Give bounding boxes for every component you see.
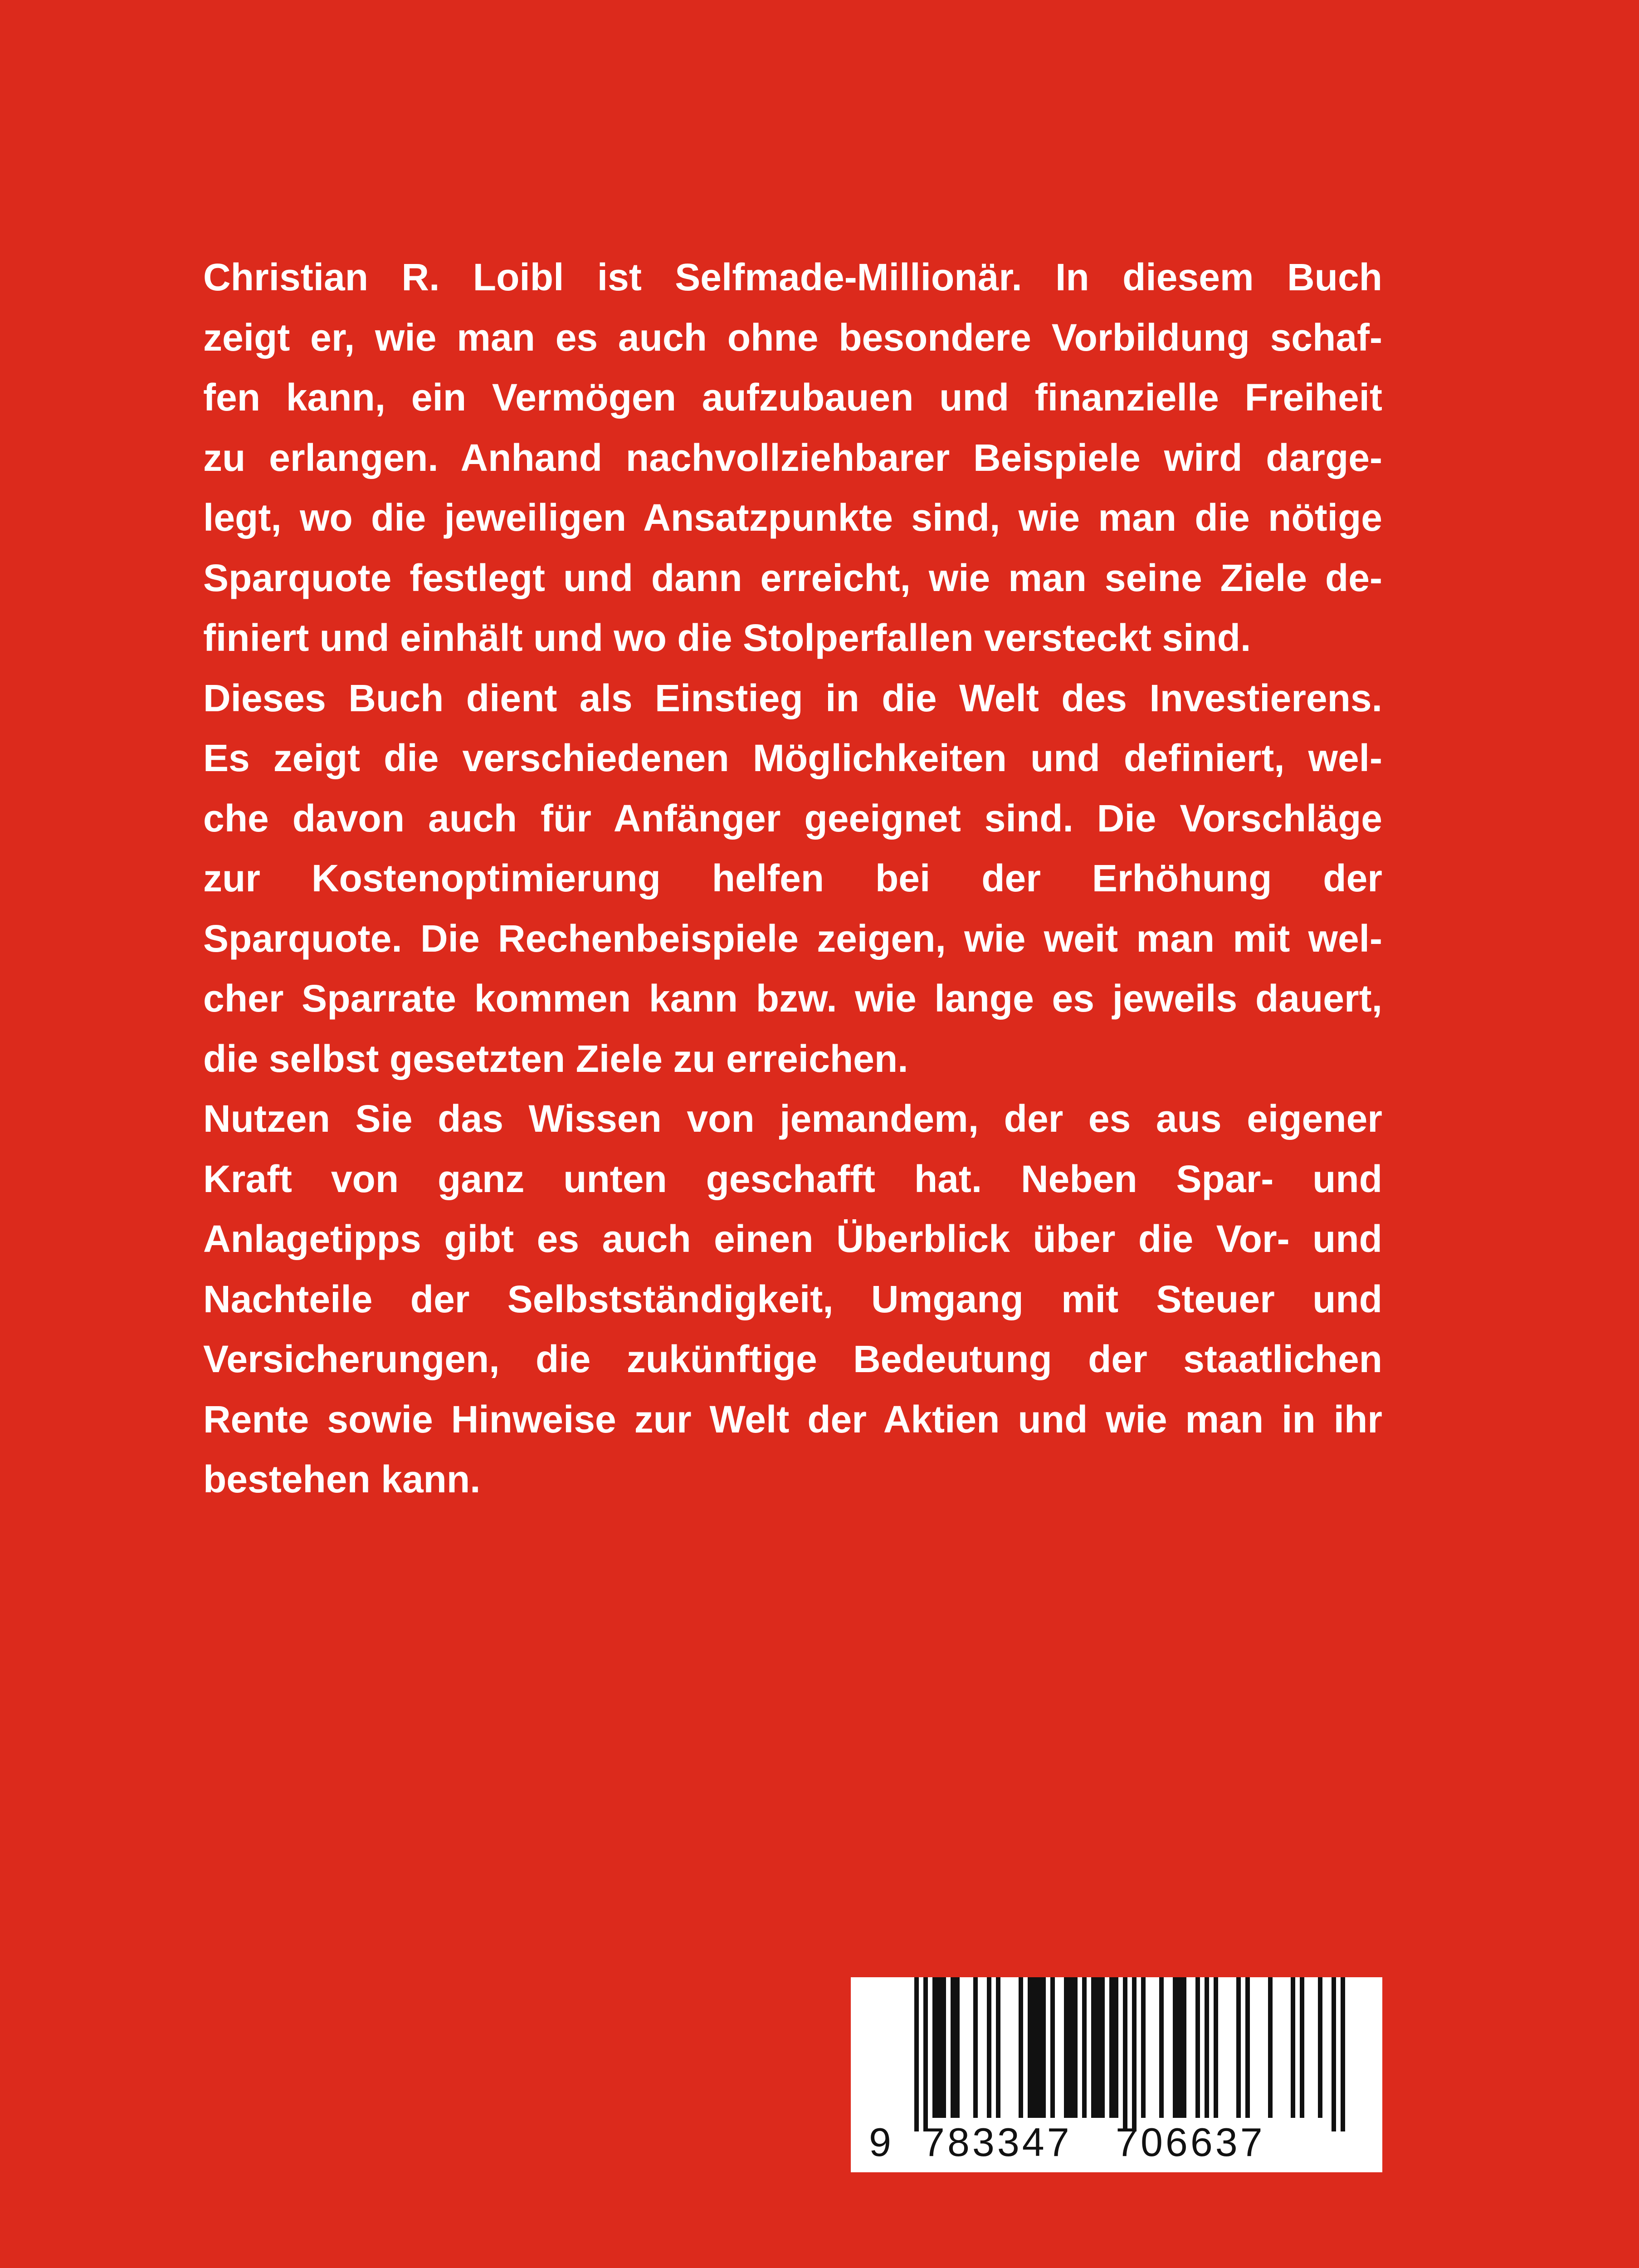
barcode-bar [914,1977,919,2131]
barcode-bar [1341,1977,1345,2131]
barcode-bar [951,1977,955,2118]
book-blurb [203,247,1382,1510]
isbn-barcode [851,1977,1382,2172]
barcode-first-digit: 9 [869,2120,891,2165]
blurb-line: Versicherungen, die zukünftige Bedeutung der staatlichen [203,1338,1382,1380]
barcode-bar [1032,1977,1037,2118]
barcode-bar [1195,1977,1200,2118]
blurb-line: zu erlangen. Anhand nachvollziehbarer Beispiele wird darge- [203,436,1382,479]
barcode-bar [1214,1977,1218,2118]
barcode-bar [1300,1977,1304,2118]
barcode-bar [1041,1977,1046,2118]
barcode-bar [1064,1977,1068,2118]
blurb-line: Nachteile der Selbstständigkeit, Umgang mit Steuer und [203,1277,1382,1320]
barcode-bar [1100,1977,1105,2118]
blurb-line: Anlagetipps gibt es auch einen Überblick über die Vor- und [203,1217,1382,1260]
barcode-bar [1091,1977,1096,2118]
blurb-line: zeigt er, wie man es auch ohne besondere Vorbildung schaf- [203,316,1382,359]
barcode-bar [1132,1977,1137,2131]
barcode-right-digits: 706637 [1116,2120,1265,2165]
barcode-bar [1182,1977,1186,2118]
barcode-bar [941,1977,946,2118]
blurb-line: zur Kostenoptimierung helfen bei der Erhöhung der [203,857,1382,899]
barcode-bar [1082,1977,1087,2118]
blurb-line: cher Sparrate kommen kann bzw. wie lange es jeweils dauert, [203,977,1382,1020]
blurb-line: die selbst gesetzten Ziele zu erreichen. [203,1037,908,1080]
blurb-line: bestehen kann. [203,1458,481,1501]
blurb-line: legt, wo die jeweiligen Ansatzpunkte sind, wie man die nötige [203,496,1382,539]
barcode-bar [1123,1977,1127,2131]
barcode-bar [1109,1977,1114,2118]
blurb-line: Es zeigt die verschiedenen Möglichkeiten und definiert, wel- [203,737,1382,779]
blurb-line: Rente sowie Hinweise zur Welt der Aktien und wie man in ihr [203,1398,1382,1441]
barcode-bar [937,1977,941,2118]
barcode-bar [955,1977,960,2118]
barcode-bar [1019,1977,1023,2118]
blurb-line: Kraft von ganz unten geschafft hat. Neben Spar- und [203,1157,1382,1200]
barcode-bar [1173,1977,1177,2118]
blurb-line: Nutzen Sie das Wissen von jemandem, der es aus eigener [203,1097,1382,1140]
barcode-bar [1318,1977,1322,2118]
barcode-left-digits: 783347 [922,2120,1072,2165]
blurb-line: Dieses Buch dient als Einstieg in die Welt des Investierens. [203,676,1382,719]
barcode-bar [1332,1977,1336,2131]
barcode-bar [923,1977,928,2131]
blurb-line: che davon auch für Anfänger geeignet sind. Die Vorschläge [203,797,1382,840]
barcode-bar [1050,1977,1055,2118]
barcode-bar [987,1977,991,2118]
blurb-line: Sparquote. Die Rechenbeispiele zeigen, wie weit man mit wel- [203,917,1382,960]
blurb-line: finiert und einhält und wo die Stolperfallen versteckt sind. [203,616,1251,659]
barcode-bar [1073,1977,1078,2118]
barcode-bar [996,1977,1000,2118]
barcode-bar [1114,1977,1118,2118]
barcode-bar [932,1977,937,2118]
blurb-line: fen kann, ein Vermögen aufzubauen und finanzielle Freiheit [203,376,1382,419]
barcode-bar [1159,1977,1164,2118]
barcode-bar [1141,1977,1146,2118]
barcode-bar [973,1977,978,2118]
barcode-bar [1028,1977,1032,2118]
barcode-bar [1037,1977,1041,2118]
barcode-bar [1268,1977,1273,2118]
barcode-bar [1177,1977,1182,2118]
blurb-line: Christian R. Loibl ist Selfmade-Millionär. In diesem Buch [203,256,1382,298]
barcode-bar [1068,1977,1073,2118]
barcode-bar [1245,1977,1250,2118]
barcode-bar [1205,1977,1209,2118]
barcode-bar [1291,1977,1295,2118]
barcode-bar [1236,1977,1241,2118]
barcode-bar [1096,1977,1100,2118]
blurb-line: Sparquote festlegt und dann erreicht, wie man seine Ziele de- [203,556,1382,599]
